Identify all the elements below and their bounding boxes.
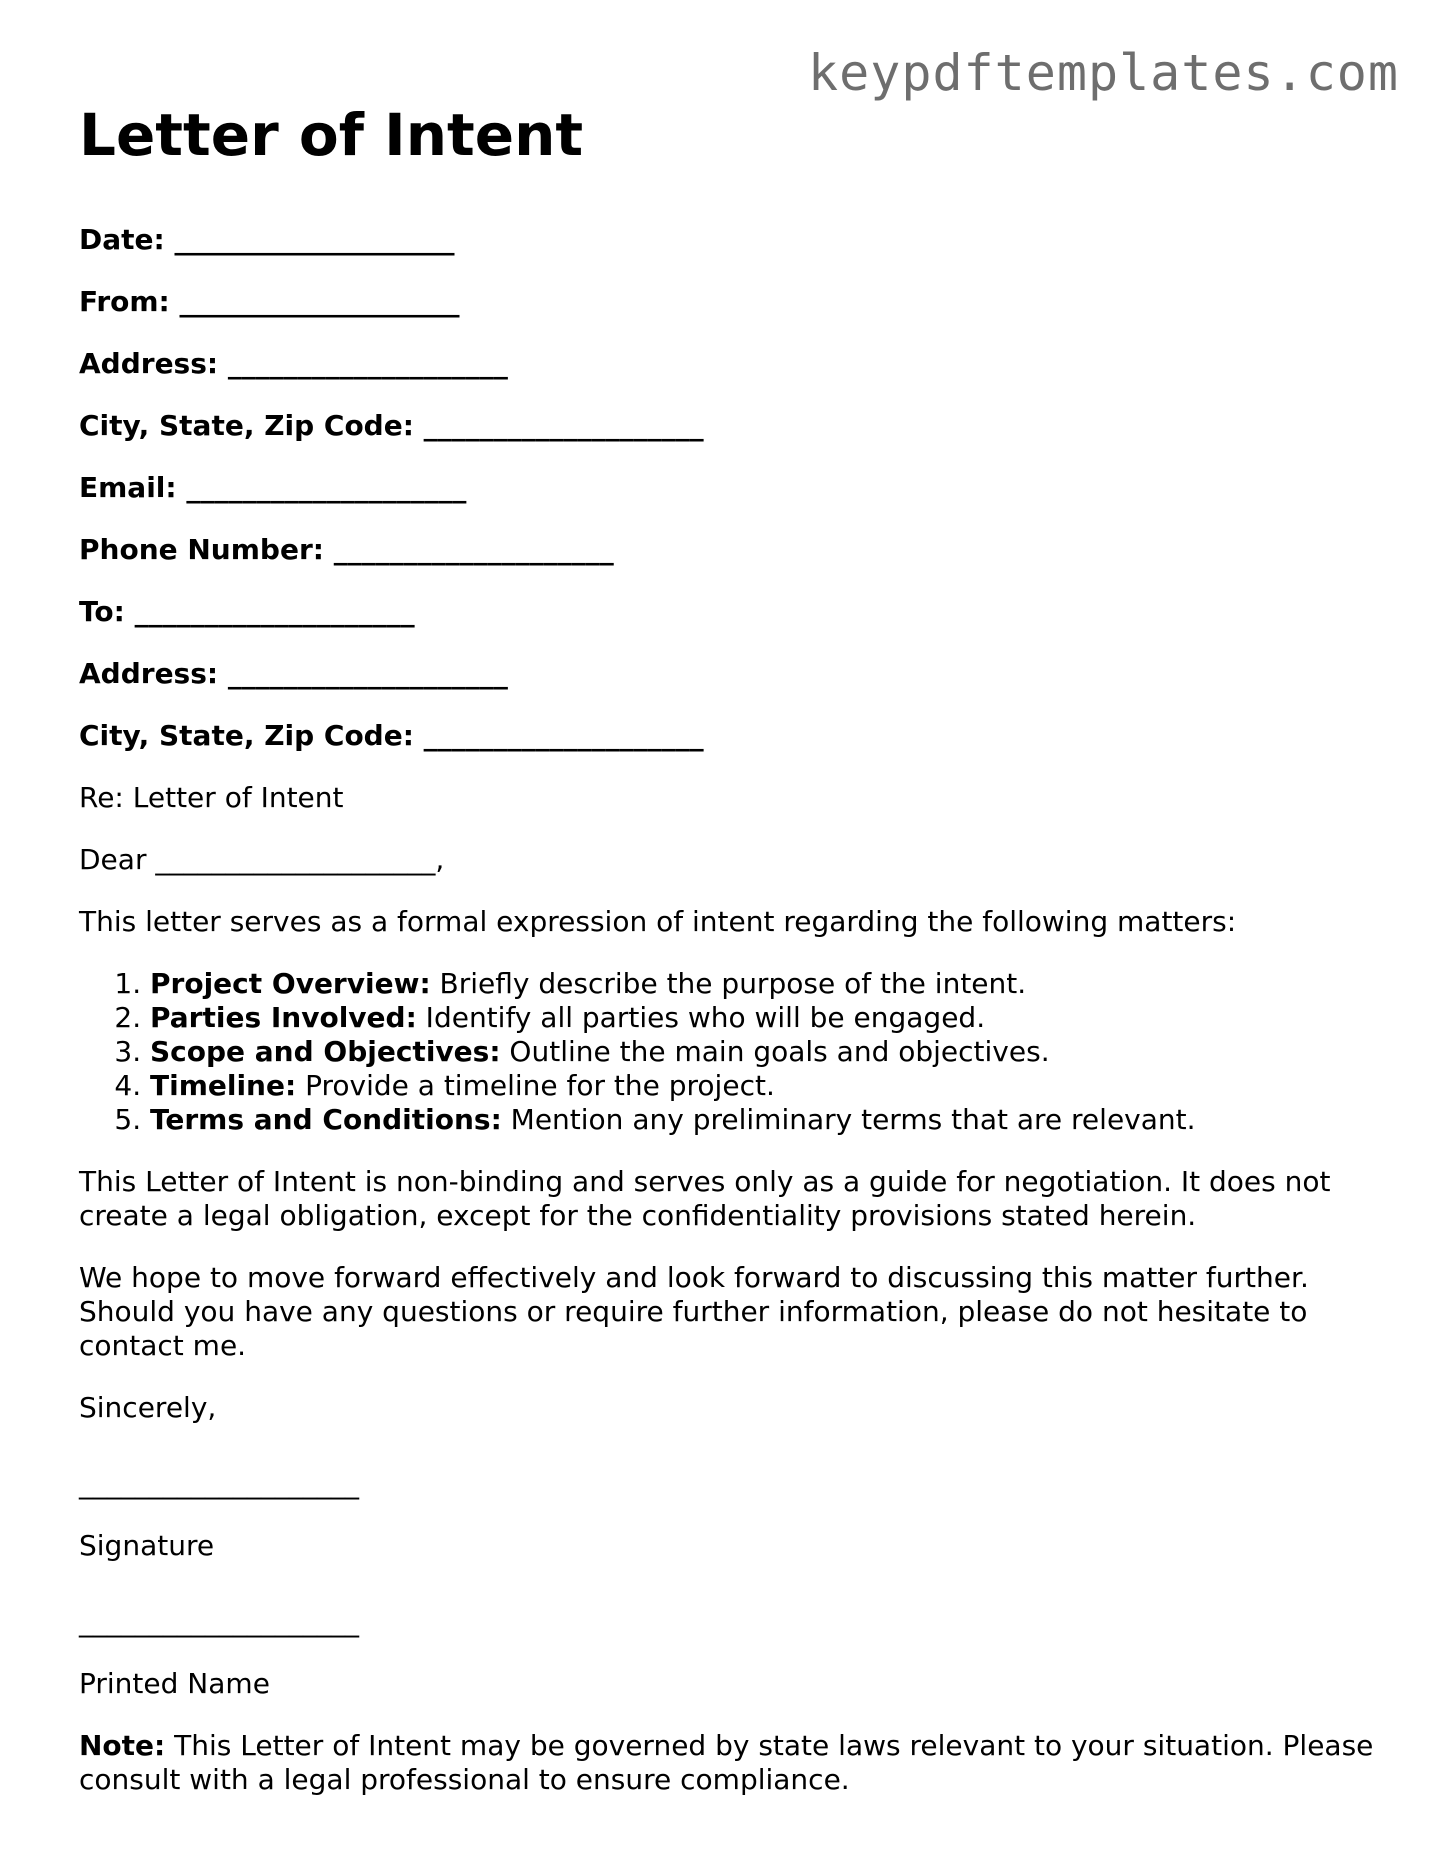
- field-label: Date:: [79, 223, 165, 256]
- list-item-text: Briefly describe the purpose of the intent.: [430, 967, 1027, 1000]
- letter-document: [79, 95, 1379, 1825]
- recipient-address-field: [79, 657, 1379, 691]
- signature-label: Signature: [79, 1529, 215, 1562]
- field-blank[interactable]: ____________________: [423, 719, 704, 752]
- list-item-term: Parties Involved:: [150, 1001, 417, 1034]
- signature-line[interactable]: ____________________: [79, 1467, 359, 1500]
- field-label: To:: [79, 595, 125, 628]
- non-binding-paragraph: This Letter of Intent is non-binding and serves only as a guide for negotiation. It does not create a legal obligation, except for the confidentiality provisions stated herein.: [79, 1165, 1331, 1232]
- to-field: [79, 595, 1379, 629]
- page-title: Letter of Intent: [79, 101, 584, 169]
- field-blank[interactable]: ____________________: [423, 409, 704, 442]
- field-blank[interactable]: ____________________: [174, 223, 455, 256]
- list-item: [150, 1069, 1379, 1103]
- printed-name-label: Printed Name: [79, 1667, 270, 1700]
- field-blank[interactable]: ____________________: [333, 533, 614, 566]
- matters-list: [79, 967, 1379, 1137]
- list-item: [150, 967, 1379, 1001]
- note-text: This Letter of Intent may be governed by state laws relevant to your situation. Please consult with a legal professional to ensure compliance.: [79, 1729, 1374, 1796]
- list-item-term: Scope and Objectives:: [150, 1035, 501, 1068]
- field-blank[interactable]: ____________________: [179, 285, 460, 318]
- date-field: [79, 223, 1379, 257]
- closing-salutation: Sincerely,: [79, 1391, 217, 1424]
- salutation: [79, 843, 1379, 877]
- field-blank[interactable]: ____________________: [186, 471, 467, 504]
- list-item: [150, 1103, 1379, 1137]
- list-item-term: Timeline:: [150, 1069, 297, 1102]
- list-item-text: Outline the main goals and objectives.: [500, 1035, 1050, 1068]
- list-item: [150, 1035, 1379, 1069]
- field-label: Email:: [79, 471, 177, 504]
- sender-city-state-zip-field: [79, 409, 1379, 443]
- printed-name-line[interactable]: ____________________: [79, 1605, 359, 1638]
- from-field: [79, 285, 1379, 319]
- list-item: [150, 1001, 1379, 1035]
- list-item-text: Mention any preliminary terms that are relevant.: [501, 1103, 1196, 1136]
- field-label: City, State, Zip Code:: [79, 719, 414, 752]
- field-label: From:: [79, 285, 170, 318]
- recipient-city-state-zip-field: [79, 719, 1379, 753]
- field-blank[interactable]: ____________________: [227, 347, 508, 380]
- sender-address-field: [79, 347, 1379, 381]
- salutation-blank[interactable]: ____________________: [155, 843, 436, 876]
- salutation-suffix: ,: [435, 843, 445, 876]
- list-item-term: Project Overview:: [150, 967, 431, 1000]
- closing-paragraph: We hope to move forward effectively and look forward to discussing this matter further. Should you have any questions or require further information, please do not hesitate to contact me.: [79, 1261, 1309, 1362]
- field-blank[interactable]: ____________________: [134, 595, 415, 628]
- field-label: Phone Number:: [79, 533, 324, 566]
- note-label: Note:: [79, 1729, 166, 1762]
- field-label: Address:: [79, 347, 219, 380]
- field-label: City, State, Zip Code:: [79, 409, 414, 442]
- watermark: keypdftemplates.com: [808, 44, 1399, 102]
- email-field: [79, 471, 1379, 505]
- phone-number-field: [79, 533, 1379, 567]
- list-item-term: Terms and Conditions:: [150, 1103, 502, 1136]
- intro-paragraph: This letter serves as a formal expression of intent regarding the following matters:: [79, 905, 1237, 938]
- list-item-text: Provide a timeline for the project.: [296, 1069, 775, 1102]
- re-line: Re: Letter of Intent: [79, 781, 344, 814]
- note-paragraph: [79, 1729, 1379, 1797]
- salutation-prefix: Dear: [79, 843, 156, 876]
- field-blank[interactable]: ____________________: [227, 657, 508, 690]
- list-item-text: Identify all parties who will be engaged.: [416, 1001, 986, 1034]
- field-label: Address:: [79, 657, 219, 690]
